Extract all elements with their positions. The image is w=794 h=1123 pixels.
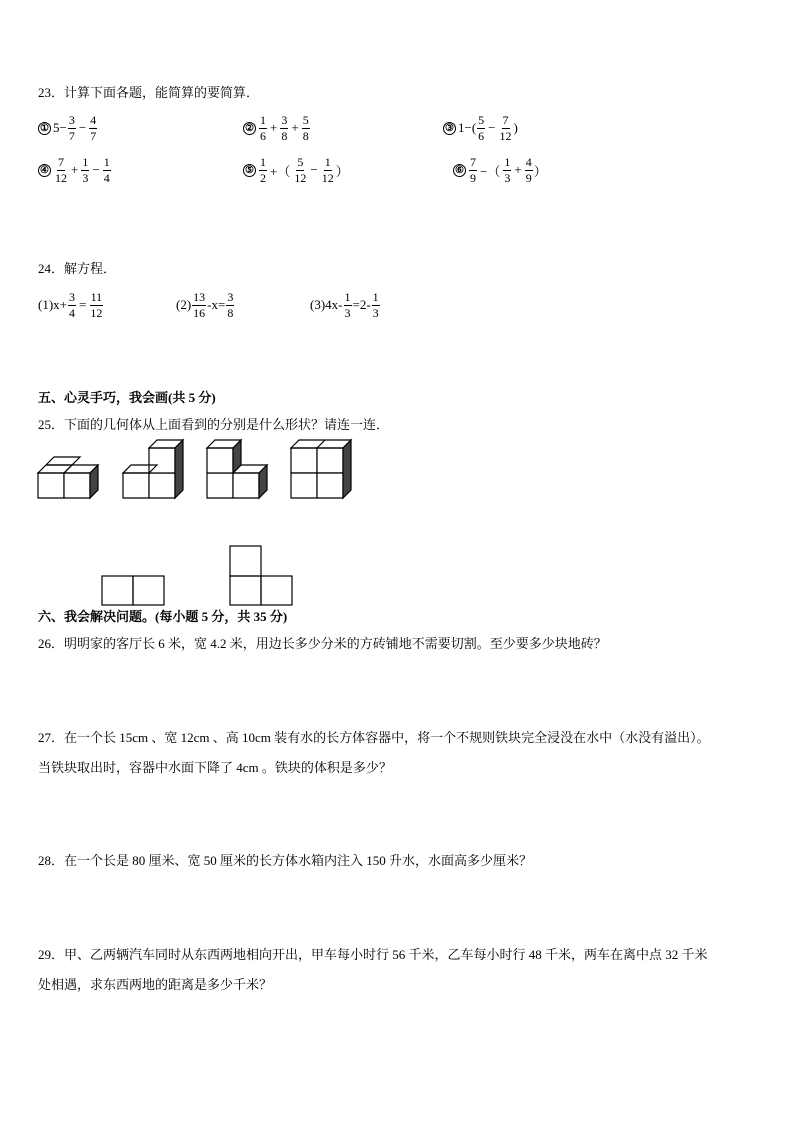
q23-mark-1: ①	[38, 122, 51, 135]
q23-item-4: ④ $\frac{7}{12}$ + $\frac{1}{3}$ − $\frac{1}{4}$	[38, 156, 112, 185]
q23-mark-6: ⑥	[453, 164, 466, 177]
q29-line-1: 29．甲、乙两辆汽车同时从东西两地相向开出，甲车每小时行 56 千米，乙车每小时行 48 千米，两车在离中点 32 千米	[38, 947, 708, 962]
solid-figure-2	[123, 440, 183, 498]
q23-mark-4: ④	[38, 164, 51, 177]
q28-text: 28．在一个长是 80 厘米、宽 50 厘米的长方体水箱内注入 150 升水，水面高多少厘米？	[38, 853, 533, 868]
q29-line-2: 处相遇，求东西两地的距离是多少千米？	[38, 977, 273, 992]
q23-mark-5: ⑤	[243, 164, 256, 177]
q23-item-3: ③ 1−( $\frac{5}{6}$ − $\frac{7}{12}$ )	[443, 114, 518, 143]
q27-line-1: 27．在一个长 15cm 、宽 12cm 、高 10cm 装有水的长方体容器中，将一个不规则铁块完全浸没在水中（水没有溢出）。	[38, 730, 710, 745]
section-5-heading: 五、心灵手巧，我会画(共 5 分)	[38, 390, 216, 405]
q23-mark-2: ②	[243, 122, 256, 135]
top-view-b	[230, 546, 292, 605]
q26-text: 26．明明家的客厅长 6 米，宽 4.2 米，用边长多少分米的方砖铺地不需要切割。至少要多少块地砖？	[38, 636, 607, 651]
top-view-a	[102, 576, 164, 605]
solid-figure-4	[291, 440, 351, 498]
q24-title: 24．解方程．	[38, 261, 117, 276]
q27-line-2: 当铁块取出时，容器中水面下降了 4cm 。铁块的体积是多少？	[38, 760, 392, 775]
q23-item-1: ① 5− $\frac{3}{7}$ − $\frac{4}{7}$	[38, 114, 98, 143]
q23-title: 23．计算下面各题，能简算的要简算．	[38, 85, 260, 100]
q24-equation-1: (1)x+ $\frac{3}{4}$ = $\frac{11}{12}$	[38, 289, 103, 320]
q24-equation-2: (2) $\frac{13}{16}$ -x= $\frac{3}{8}$	[176, 289, 234, 320]
q23-item-2: ② $\frac{1}{6}$ + $\frac{3}{8}$ + $\frac{5}{8}$	[243, 114, 311, 143]
q23-item-5: ⑤ $\frac{1}{2}$ +（ $\frac{5}{12}$ − $\frac{1}{12}$ ）	[243, 156, 349, 185]
q23-mark-3: ③	[443, 122, 456, 135]
section-6-heading: 六、我会解决问题。(每小题 5 分，共 35 分)	[38, 609, 288, 624]
q25-text: 25．下面的几何体从上面看到的分别是什么形状？请连一连．	[38, 417, 390, 432]
q24-equation-3: (3)4x- $\frac{1}{3}$ =2- $\frac{1}{3}$	[310, 289, 379, 320]
solid-figure-1	[38, 457, 98, 498]
solid-figure-3	[207, 440, 267, 498]
q23-item-6: ⑥ $\frac{7}{9}$ −（ $\frac{1}{3}$ + $\frac{4}{9}$ ）	[453, 156, 547, 185]
